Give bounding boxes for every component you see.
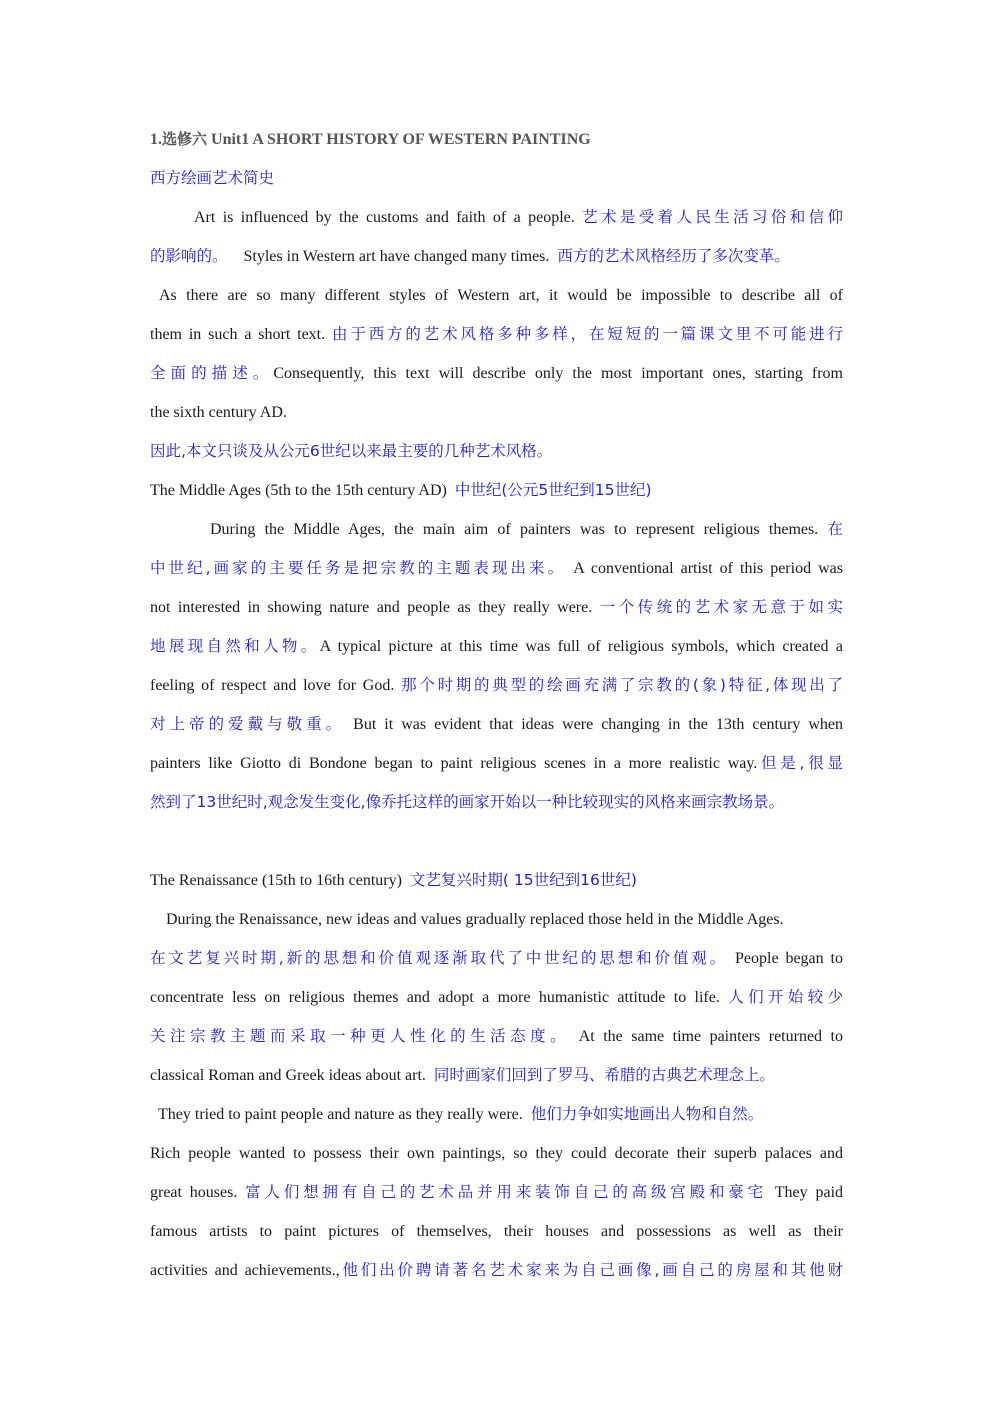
paragraph-line bbox=[150, 1134, 843, 1173]
text-cn: 富人们想拥有自己的艺术品并用来装饰自己的高级宫殿和豪宅 bbox=[245, 1183, 767, 1201]
text-en: classical Roman and Greek ideas about art. bbox=[150, 1067, 426, 1084]
text-en: the sixth century AD. bbox=[150, 404, 287, 421]
text-cn: 同时画家们回到了罗马、希腊的古典艺术理念上。 bbox=[433, 1066, 775, 1084]
text-cn: 全面的描述。 bbox=[150, 364, 274, 382]
text-en: painters like Giotto di Bondone began to paint religious scenes in a more realistic way. bbox=[150, 755, 758, 772]
text-en: not interested in showing nature and people as they really were. bbox=[150, 599, 593, 616]
text-en: A typical picture at this time was full of religious symbols, which created a bbox=[319, 638, 843, 655]
text-cn: 在文艺复兴时期,新的思想和价值观逐渐取代了中世纪的思想和价值观。 bbox=[150, 949, 729, 967]
text-en: As there are so many different styles of Western art, it would be impossible to describe all of bbox=[159, 287, 843, 304]
text-en: During the Middle Ages, the main aim of painters was to represent religious themes. bbox=[210, 521, 819, 538]
title-chinese: 选修六 bbox=[162, 130, 208, 148]
text-en: At the same time painters returned to bbox=[578, 1028, 843, 1045]
heading-en: The Renaissance (15th to 16th century) bbox=[150, 872, 402, 889]
paragraph-line bbox=[150, 744, 843, 783]
document-page bbox=[150, 120, 843, 1290]
paragraph-line bbox=[150, 1212, 843, 1251]
text-cn: 地展现自然和人物。 bbox=[150, 637, 320, 655]
paragraph-line bbox=[150, 900, 843, 939]
text-cn: 人们开始较少 bbox=[728, 988, 844, 1006]
text-en: them in such a short text. bbox=[150, 326, 326, 343]
text-cn: 艺术是受着人民生活习俗和信仰 bbox=[582, 208, 843, 226]
paragraph-line bbox=[150, 549, 843, 588]
doc-subtitle: 西方绘画艺术简史 bbox=[150, 169, 275, 187]
paragraph-line bbox=[150, 588, 843, 627]
paragraph-line bbox=[150, 978, 843, 1017]
text-cn: 由于西方的艺术风格多种多样，在短短的一篇课文里不可能进行 bbox=[331, 325, 843, 343]
paragraph-line bbox=[150, 276, 843, 315]
paragraph-line bbox=[150, 393, 843, 432]
heading-en: The Middle Ages (5th to the 15th century AD) bbox=[150, 482, 447, 499]
heading-cn: 文艺复兴时期( 15世纪到16世纪) bbox=[409, 871, 637, 889]
text-cn: 中世纪,画家的主要任务是把宗教的主题表现出来。 bbox=[150, 559, 567, 577]
section-heading-middle-ages bbox=[150, 471, 843, 510]
text-cn: 西方的艺术风格经历了多次变革。 bbox=[557, 247, 790, 265]
doc-title bbox=[150, 120, 843, 159]
title-english: Unit1 A SHORT HISTORY OF WESTERN PAINTING bbox=[207, 131, 591, 148]
paragraph-line bbox=[150, 1095, 843, 1134]
section-heading-renaissance bbox=[150, 861, 843, 900]
text-en: concentrate less on religious themes and adopt a more humanistic attitude to life. bbox=[150, 989, 720, 1006]
paragraph-line bbox=[150, 705, 843, 744]
text-en: A conventional artist of this period was bbox=[573, 560, 844, 577]
text-cn: 那个时期的典型的绘画充满了宗教的(象)特征,体现出了 bbox=[401, 676, 844, 694]
text-cn: 他们力争如实地画出人物和自然。 bbox=[530, 1105, 764, 1123]
paragraph-line bbox=[150, 627, 843, 666]
paragraph-line bbox=[150, 510, 843, 549]
text-en: During the Renaissance, new ideas and values gradually replaced those held in the Middle Ages. bbox=[166, 911, 784, 928]
text-en: But it was evident that ideas were changing in the 13th century when bbox=[353, 716, 843, 733]
title-number: 1. bbox=[150, 131, 162, 148]
heading-cn: 中世纪(公元5世纪到15世纪) bbox=[454, 481, 652, 499]
paragraph-line bbox=[150, 1056, 843, 1095]
text-en: Styles in Western art have changed many times. bbox=[243, 248, 550, 265]
text-en: They tried to paint people and nature as they really were. bbox=[158, 1106, 523, 1123]
paragraph-line bbox=[150, 1017, 843, 1056]
text-en: They paid bbox=[774, 1184, 844, 1201]
text-en: famous artists to paint pictures of themselves, their houses and possessions as well as their bbox=[150, 1223, 843, 1240]
paragraph-line: 因此,本文只谈及从公元6世纪以来最主要的几种艺术风格。 bbox=[150, 442, 553, 460]
text-en: activities and achievements., bbox=[150, 1262, 340, 1279]
text-en: People began to bbox=[735, 950, 844, 967]
text-en: great houses. bbox=[150, 1184, 238, 1201]
text-en: Rich people wanted to possess their own paintings, so they could decorate their superb palaces and bbox=[150, 1145, 843, 1162]
paragraph-line bbox=[150, 354, 843, 393]
text-cn: 对上帝的爱戴与敬重。 bbox=[150, 715, 346, 733]
paragraph-line bbox=[150, 315, 843, 354]
text-cn: 一个传统的艺术家无意于如实 bbox=[599, 598, 843, 616]
text-cn: 但是,很显 bbox=[757, 754, 843, 772]
text-cn: 在 bbox=[827, 520, 844, 538]
paragraph-line bbox=[150, 666, 843, 705]
text-cn: 的影响的。 bbox=[150, 247, 228, 265]
paragraph-line bbox=[150, 1173, 843, 1212]
paragraph-line bbox=[150, 1251, 843, 1290]
text-en: feeling of respect and love for God. bbox=[150, 677, 395, 694]
paragraph-line bbox=[150, 198, 843, 237]
paragraph-line bbox=[150, 237, 843, 276]
text-cn: 关注宗教主题而采取一种更人性化的生活态度。 bbox=[150, 1027, 571, 1045]
text-en: Art is influenced by the customs and faith of a people. bbox=[194, 209, 575, 226]
blank-line bbox=[150, 822, 843, 861]
paragraph-line: 然到了13世纪时,观念发生变化,像乔托这样的画家开始以一种比较现实的风格来画宗教场景。 bbox=[150, 793, 785, 811]
text-en: Consequently, this text will describe only the most important ones, starting from bbox=[273, 365, 843, 382]
paragraph-line bbox=[150, 939, 843, 978]
text-cn: 他们出价聘请著名艺术家来为自己画像,画自己的房屋和其他财 bbox=[339, 1261, 843, 1279]
